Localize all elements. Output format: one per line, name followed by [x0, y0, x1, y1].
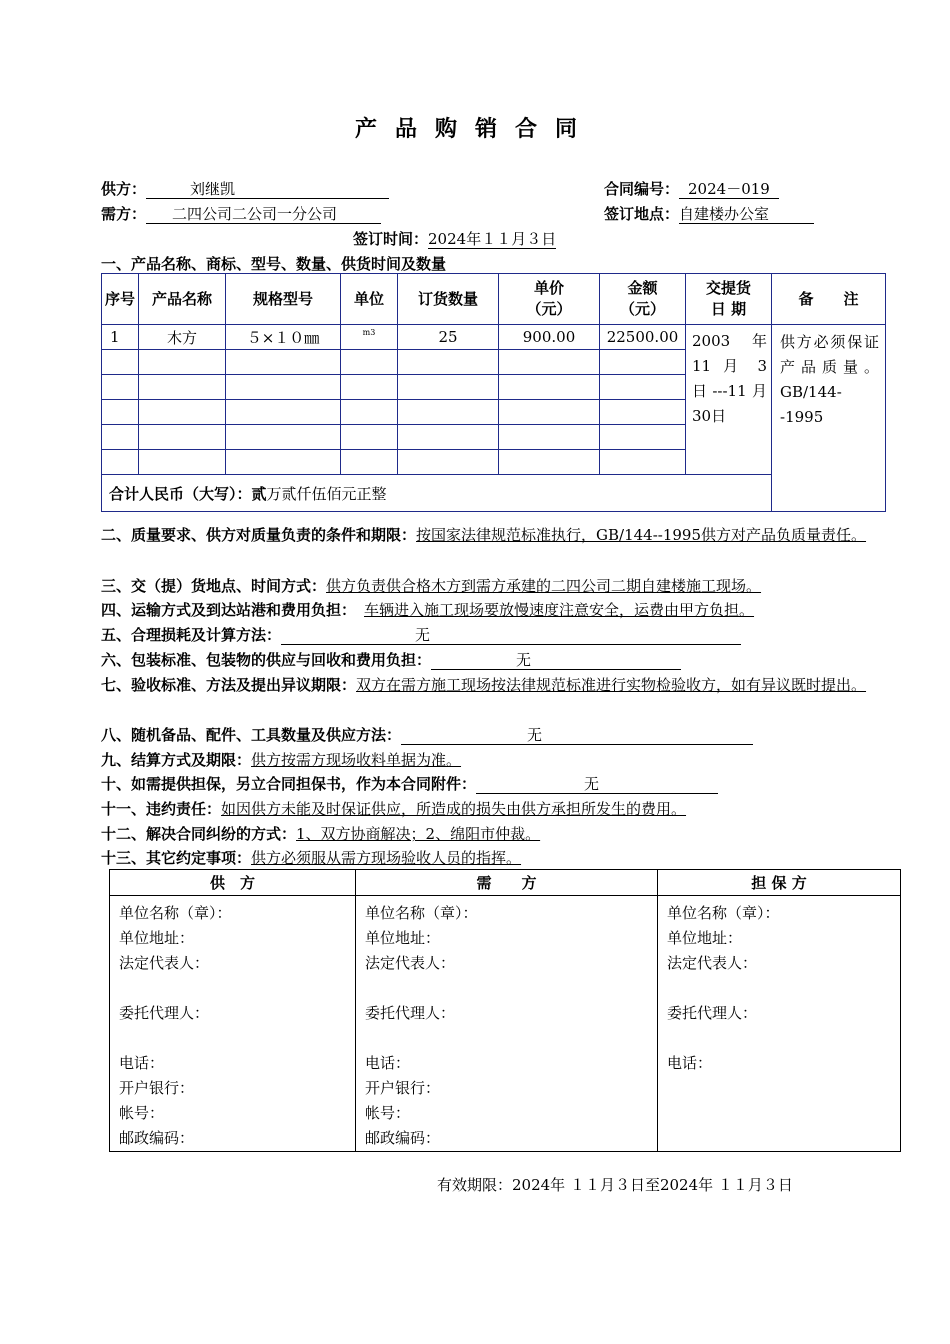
sign-time-value: 2024年１１月３日 [428, 230, 557, 248]
clause-9: 九、结算方式及期限：供方按需方现场收料单据为准。 [101, 751, 462, 769]
party-buyer-block: 单位名称（章）： 单位地址： 法定代表人： 委托代理人： 电话： 开户银行： 帐号： 邮政编码： [356, 896, 658, 1152]
product-table-header [102, 274, 886, 325]
col-header-qty: 订货数量 [398, 274, 499, 325]
clause-10: 十、如需提供担保，另立合同担保书，作为本合同附件： 无 [101, 772, 879, 796]
supplier-label: 供方： [101, 180, 147, 198]
party-table-header [110, 870, 901, 896]
product-table [101, 273, 886, 512]
sign-time-label: 签订时间： [353, 230, 429, 248]
cell-spec: ５×１０㎜ [226, 325, 341, 350]
total-label: 合计人民币（大写）： [109, 484, 252, 503]
party-supplier-block: 单位名称（章）： 单位地址： 法定代表人： 委托代理人： 电话： 开户银行： 帐号： 邮政编码： [110, 896, 356, 1152]
clause-13: 十三、其它约定事项：供方必须服从需方现场验收人员的指挥。 [101, 849, 522, 867]
col-header-amount: 金额 （元） [600, 274, 686, 325]
party-guarantor-title: 担 保 方 [658, 870, 901, 896]
contract-title: 产品购销合同 [354, 117, 595, 142]
total-row [102, 475, 886, 512]
col-header-remark: 备 注 [772, 274, 886, 325]
sign-place-field [604, 203, 814, 224]
cell-delivery-date: 2003 年 11 月 3 日---11月30日 [686, 325, 772, 475]
buyer-field [101, 203, 381, 224]
party-supplier-title: 供 方 [110, 870, 356, 896]
supplier-value: 刘继凯 [146, 181, 389, 199]
buyer-value: 二四公司二公司一分公司 [146, 206, 381, 224]
cell-remark: 供方必须保证产品质量。GB/144--1995 [772, 325, 886, 512]
clause-7: 七、验收标准、方法及提出异议期限：双方在需方施工现场按法律规范标准进行实物检验收方，如有异议既时提出。 [101, 676, 867, 694]
col-header-name: 产品名称 [139, 274, 226, 325]
clause-3: 三、交（提）货地点、时间方式：供方负责供合格木方到需方承建的二四公司二期自建楼施工现场。 [101, 577, 762, 595]
buyer-label: 需方： [101, 205, 147, 223]
clause-8: 八、随机备品、配件、工具数量及供应方法： 无 [101, 723, 879, 747]
cell-unit: m3 [341, 325, 398, 350]
col-header-spec: 规格型号 [226, 274, 341, 325]
cell-seq: 1 [102, 325, 139, 350]
contract-number-field [604, 178, 779, 199]
col-header-price: 单价 （元） [499, 274, 600, 325]
clause-12: 十二、解决合同纠纷的方式：1、双方协商解决；2、绵阳市仲裁。 [101, 825, 541, 843]
total-amount-cell [102, 475, 772, 512]
table-row [102, 325, 886, 350]
sign-time-field [353, 228, 556, 249]
cell-price: 900.00 [499, 325, 600, 350]
cell-qty: 25 [398, 325, 499, 350]
col-header-seq: 序号 [102, 274, 139, 325]
party-table [109, 869, 901, 1152]
section1-heading: 一、产品名称、商标、型号、数量、供货时间及数量 [101, 255, 447, 273]
party-guarantor-block: 单位名称（章）： 单位地址： 法定代表人： 委托代理人： 电话： [658, 896, 901, 1152]
col-header-delivery: 交提货 日 期 [686, 274, 772, 325]
clause-4: 四、运输方式及到达站港和费用负担： 车辆进入施工现场要放慢速度注意安全，运费由甲方负担。 [101, 601, 755, 619]
col-header-unit: 单位 [341, 274, 398, 325]
clause-2: 二、质量要求、供方对质量负责的条件和期限：按国家法律规范标准执行，GB/144--1995供方对产品负质量责任。 [101, 526, 867, 544]
cell-amount: 22500.00 [600, 325, 686, 350]
cell-name: 木方 [139, 325, 226, 350]
contract-number-label: 合同编号： [604, 180, 680, 198]
validity-period: 有效期限：2024年 １１月３日至2024年 １１月３日 [437, 1176, 793, 1194]
supplier-field [101, 178, 389, 199]
total-first-char: 贰 [251, 484, 267, 503]
sign-place-value: 自建楼办公室 [679, 206, 814, 224]
total-value: 万贰仟伍佰元正整 [266, 484, 387, 503]
clause-11: 十一、违约责任：如因供方未能及时保证供应，所造成的损失由供方承担所发生的费用。 [101, 800, 687, 818]
clause-5: 五、合理损耗及计算方法： 无 [101, 623, 879, 647]
contract-number-value: 2024－019 [679, 181, 779, 199]
sign-place-label: 签订地点： [604, 205, 680, 223]
party-buyer-title: 需 方 [356, 870, 658, 896]
clause-6: 六、包装标准、包装物的供应与回收和费用负担： 无 [101, 648, 879, 672]
